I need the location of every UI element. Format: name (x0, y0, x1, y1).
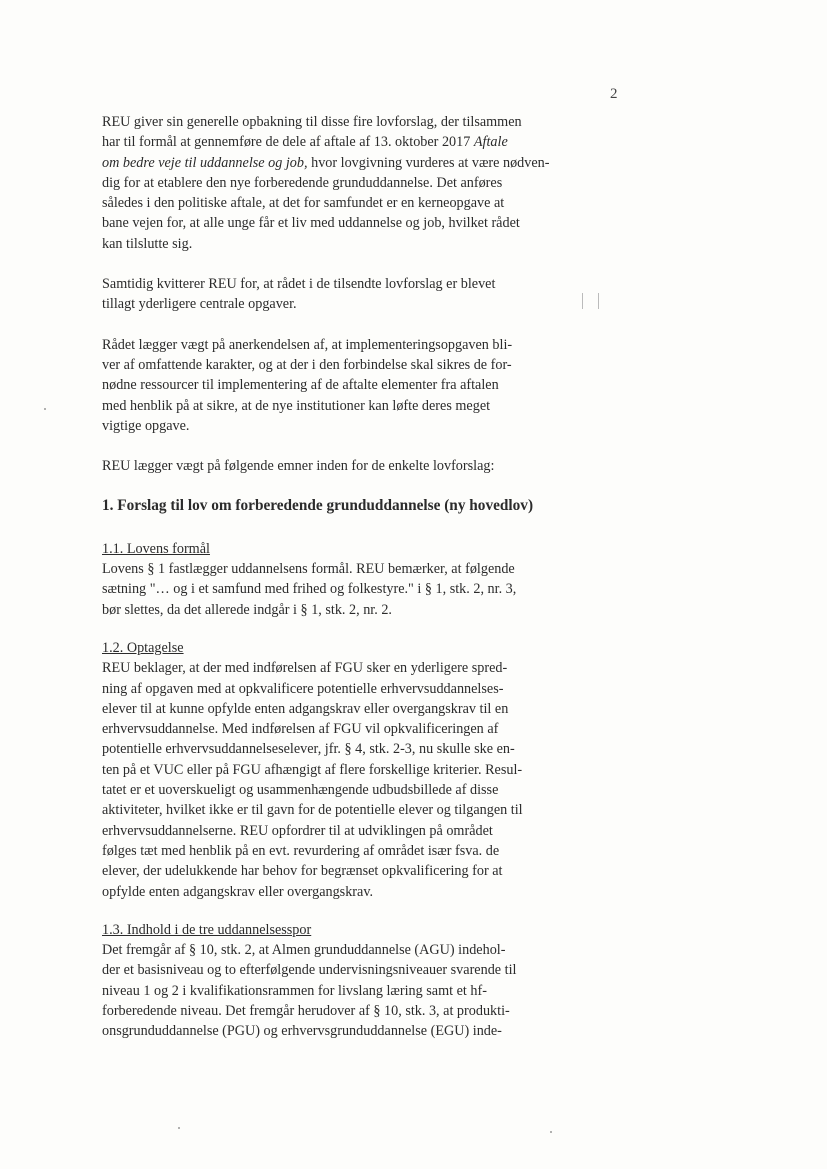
text-line: ten på et VUC eller på FGU afhængigt af flere forskellige kriterier. Resul- (102, 761, 523, 778)
subsection-1-2 (102, 638, 562, 902)
subsection-heading: 1.1. Lovens formål (102, 540, 210, 557)
subsection-1-3 (102, 920, 562, 1042)
text-line: bør slettes, da det allerede indgår i § 1, stk. 2, nr. 2. (102, 601, 392, 618)
text-line: har til formål at gennemføre de dele af aftale af 13. oktober 2017 Aftale (102, 134, 508, 151)
section-1-title: 1. Forslag til lov om forberedende grunduddannelse (ny hovedlov) (102, 497, 534, 515)
subsection-heading: 1.3. Indhold i de tre uddannelsesspor (102, 921, 312, 938)
text-line: Samtidig kvitterer REU for, at rådet i de tilsendte lovforslag er blevet (102, 276, 496, 293)
text-line: Rådet lægger vægt på anerkendelsen af, at implementeringsopgaven bli- (102, 336, 513, 353)
intro-paragraph-1 (102, 112, 562, 254)
text-line: opfylde enten adgangskrav eller overgangskrav. (102, 883, 374, 900)
text-line: erhvervsuddannelserne. REU opfordrer til at udviklingen på området (102, 822, 493, 839)
subsection-heading: 1.2. Optagelse (102, 639, 184, 656)
intro-paragraph-2 (102, 274, 562, 315)
text-line: potentielle erhvervsuddannelseselever, jfr. § 4, stk. 2-3, nu skulle ske en- (102, 741, 515, 758)
subsection-1-1 (102, 539, 562, 620)
text-line: REU beklager, at der med indførelsen af FGU sker en yderligere spred- (102, 660, 508, 677)
scan-speck (178, 1127, 180, 1129)
scan-speck (44, 408, 46, 410)
intro-paragraph-3 (102, 335, 562, 436)
scan-mark (598, 293, 599, 309)
document-body (102, 112, 562, 1060)
text-line: dig for at etablere den nye forberedende grunduddannelse. Det anføres (102, 174, 503, 191)
text-line: elever til at kunne opfylde enten adgangskrav eller overgangskrav til en (102, 700, 509, 717)
scan-speck (550, 1131, 552, 1133)
aftale-title-italic: Aftale (473, 134, 508, 151)
intro-paragraph-4 (102, 456, 562, 476)
text-line: følges tæt med henblik på en evt. revurdering af området især fsva. de (102, 842, 500, 859)
text-line: Lovens § 1 fastlægger uddannelsens formål. REU bemærker, at følgende (102, 561, 515, 578)
text-line: REU lægger vægt på følgende emner inden for de enkelte lovforslag: (102, 458, 495, 475)
text-line: niveau 1 og 2 i kvalifikationsrammen for livslang læring samt et hf- (102, 982, 487, 999)
text-line: ver af omfattende karakter, og at der i den forbindelse skal sikres de for- (102, 356, 512, 373)
text-line: kan tilslutte sig. (102, 235, 193, 252)
text-line: tatet er et uoverskueligt og usammenhængende udbudsbillede af disse (102, 782, 499, 799)
text-line: nødne ressourcer til implementering af de aftalte elementer fra aftalen (102, 377, 499, 394)
text-line: elever, der udelukkende har behov for begrænset opkvalificering for at (102, 863, 503, 880)
text-line: sætning "… og i et samfund med frihed og folkestyre." i § 1, stk. 2, nr. 3, (102, 581, 517, 598)
text-line: med henblik på at sikre, at de nye institutioner kan løfte deres meget (102, 397, 491, 414)
text-line: aktiviteter, hvilket ikke er til gavn for de potentielle elever og tilgangen til (102, 802, 523, 819)
text-line: vigtige opgave. (102, 417, 190, 434)
text-line: ning af opgaven med at opkvalificere potentielle erhvervsuddannelses- (102, 680, 504, 697)
page-number: 2 (610, 86, 618, 102)
text-line: REU giver sin generelle opbakning til disse fire lovforslag, der tilsammen (102, 114, 522, 130)
text-line: der et basisniveau og to efterfølgende undervisningsniveauer svarende til (102, 962, 517, 979)
text-line: Det fremgår af § 10, stk. 2, at Almen grunduddannelse (AGU) indehol- (102, 942, 506, 959)
scan-mark (582, 293, 583, 309)
text-line: forberedende niveau. Det fremgår herudover af § 10, stk. 3, at produkti- (102, 1002, 510, 1019)
text-line: onsgrunduddannelse (PGU) og erhvervsgrunduddannelse (EGU) inde- (102, 1023, 502, 1040)
aftale-title-italic: om bedre veje til uddannelse og job, (102, 154, 308, 171)
text-line: erhvervsuddannelse. Med indførelsen af FGU vil opkvalificeringen af (102, 721, 499, 738)
text-line: om bedre veje til uddannelse og job, hvor lovgivning vurderes at være nødven- (102, 154, 550, 171)
text-line: således i den politiske aftale, at det for samfundet er en kerneopgave at (102, 195, 505, 212)
text-line: tillagt yderligere centrale opgaver. (102, 296, 297, 313)
text-line: bane vejen for, at alle unge får et liv med uddannelse og job, hvilket rådet (102, 215, 520, 232)
